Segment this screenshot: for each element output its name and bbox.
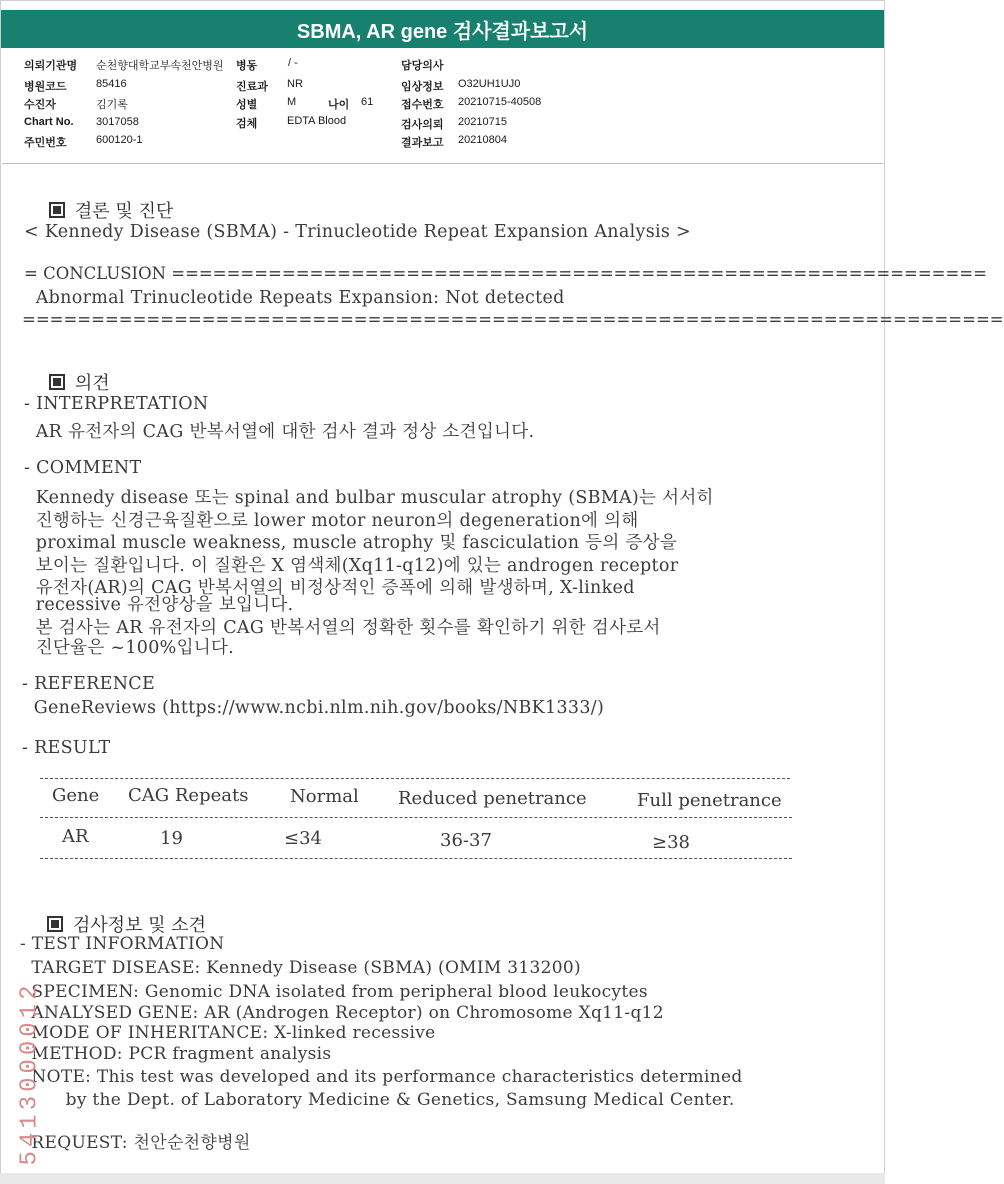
- meta-value: 61: [361, 96, 374, 108]
- table-cell: 19: [160, 828, 183, 849]
- page-bottom-strip: [0, 1173, 885, 1184]
- filled-square-icon: [49, 202, 65, 218]
- meta-key: 주민번호: [24, 137, 67, 149]
- analysis-title: < Kennedy Disease (SBMA) - Trinucleotide Repeat Expansion Analysis >: [24, 222, 691, 242]
- table-cell: 36-37: [440, 830, 492, 851]
- meta-key: 의뢰기관명: [24, 60, 78, 72]
- meta-value: 600120-1: [96, 134, 143, 146]
- meta-divider: [2, 163, 883, 164]
- meta-key: 검사의뢰: [401, 119, 444, 131]
- meta-key: 접수번호: [401, 99, 444, 111]
- meta-value: / -: [288, 57, 298, 69]
- meta-key: 수진자: [24, 99, 56, 111]
- report-title-bar: [1, 10, 884, 48]
- test-info-line: ANALYSED GENE: AR (Androgen Receptor) on Chromosome Xq11-q12: [20, 1003, 664, 1023]
- comment-line: 유전자(AR)의 CAG 반복서열의 비정상적인 증폭에 의해 발생하며, X-linked: [24, 578, 635, 598]
- test-info-line: TARGET DISEASE: Kennedy Disease (SBMA) (OMIM 313200): [20, 958, 581, 978]
- test-info-line: METHOD: PCR fragment analysis: [20, 1044, 332, 1064]
- table-header: Gene: [52, 785, 100, 806]
- meta-value: EDTA Blood: [287, 115, 347, 127]
- section-title: 검사정보 및 소견: [72, 915, 207, 936]
- table-rule: [40, 778, 790, 779]
- meta-key: 임상정보: [401, 81, 444, 93]
- report-title: SBMA, AR gene 검사결과보고서: [296, 20, 589, 43]
- test-info-line: SPECIMEN: Genomic DNA isolated from peripheral blood leukocytes: [20, 982, 648, 1002]
- meta-value: 3017058: [96, 116, 139, 128]
- table-rule: [40, 817, 792, 818]
- table-header: Reduced penetrance: [398, 788, 587, 809]
- meta-value: 20210715-40508: [458, 96, 542, 108]
- comment-line: 진행하는 신경근육질환으로 lower motor neuron의 degeneration에 의해: [24, 511, 639, 531]
- meta-value: NR: [287, 78, 303, 90]
- test-info-line: MODE OF INHERITANCE: X-linked recessive: [20, 1023, 436, 1043]
- meta-key: 검체: [236, 118, 258, 130]
- meta-key: 성별: [236, 99, 258, 111]
- table-cell: ≥38: [652, 832, 690, 853]
- comment-line: 진단율은 ~100%입니다.: [24, 638, 235, 658]
- filled-square-icon: [49, 374, 65, 390]
- meta-value: 20210715: [458, 116, 507, 128]
- meta-value: M: [287, 96, 297, 108]
- table-header: Full penetrance: [637, 790, 782, 811]
- table-cell: AR: [62, 826, 89, 847]
- conclusion-heading: = CONCLUSION ===========================================================: [24, 264, 987, 283]
- interpretation-heading: - INTERPRETATION: [24, 394, 209, 414]
- comment-heading: - COMMENT: [24, 458, 142, 478]
- test-info-heading: - TEST INFORMATION: [20, 934, 225, 954]
- comment-line: proximal muscle weakness, muscle atrophy 및 fasciculation 등의 증상을: [24, 533, 678, 553]
- table-cell: ≤34: [284, 828, 322, 849]
- meta-value: 김기록: [96, 99, 128, 111]
- table-header: CAG Repeats: [128, 785, 249, 806]
- section-title: 결론 및 진단: [74, 201, 174, 222]
- test-info-line: NOTE: This test was developed and its performance characteristics determined: [20, 1067, 743, 1087]
- meta-value: 순천향대학교부속천안병원: [96, 60, 224, 72]
- section-title: 의견: [74, 373, 110, 394]
- filled-square-icon: [47, 916, 63, 932]
- table-rule: [40, 858, 792, 859]
- comment-line: Kennedy disease 또는 spinal and bulbar muscular atrophy (SBMA)는 서서히: [24, 488, 714, 508]
- meta-key: 진료과: [236, 81, 268, 93]
- meta-key: 병원코드: [24, 81, 67, 93]
- specimen-number-stamp: 5413000012: [16, 981, 44, 1166]
- interpretation-text: AR 유전자의 CAG 반복서열에 대한 검사 결과 정상 소견입니다.: [24, 422, 535, 442]
- conclusion-rule: =======================================================================: [22, 310, 1004, 329]
- test-info-line: by the Dept. of Laboratory Medicine & Genetics, Samsung Medical Center.: [20, 1090, 735, 1110]
- reference-heading: - REFERENCE: [22, 674, 156, 694]
- reference-link: GeneReviews (https://www.ncbi.nlm.nih.gov/books/NBK1333/): [22, 698, 605, 718]
- comment-line: 본 검사는 AR 유전자의 CAG 반복서열의 정확한 횟수를 확인하기 위한 검사로서: [24, 618, 661, 638]
- result-heading: - RESULT: [22, 738, 111, 758]
- meta-key: 나이: [328, 99, 350, 111]
- comment-line: recessive 유전양상을 보입니다.: [24, 595, 294, 615]
- meta-key: 담당의사: [401, 60, 444, 72]
- table-header: Normal: [290, 786, 359, 807]
- meta-value: O32UH1UJ0: [458, 78, 521, 90]
- conclusion-text: Abnormal Trinucleotide Repeats Expansion: Not detected: [24, 288, 565, 308]
- meta-value: 20210804: [458, 134, 507, 146]
- meta-value: 85416: [96, 78, 127, 90]
- meta-key: Chart No.: [24, 116, 74, 128]
- meta-key: 결과보고: [401, 137, 444, 149]
- request-line: REQUEST: 천안순천향병원: [20, 1133, 251, 1153]
- meta-key: 병동: [236, 60, 258, 72]
- comment-line: 보이는 질환입니다. 이 질환은 X 염색체(Xq11-q12)에 있는 androgen receptor: [24, 556, 679, 576]
